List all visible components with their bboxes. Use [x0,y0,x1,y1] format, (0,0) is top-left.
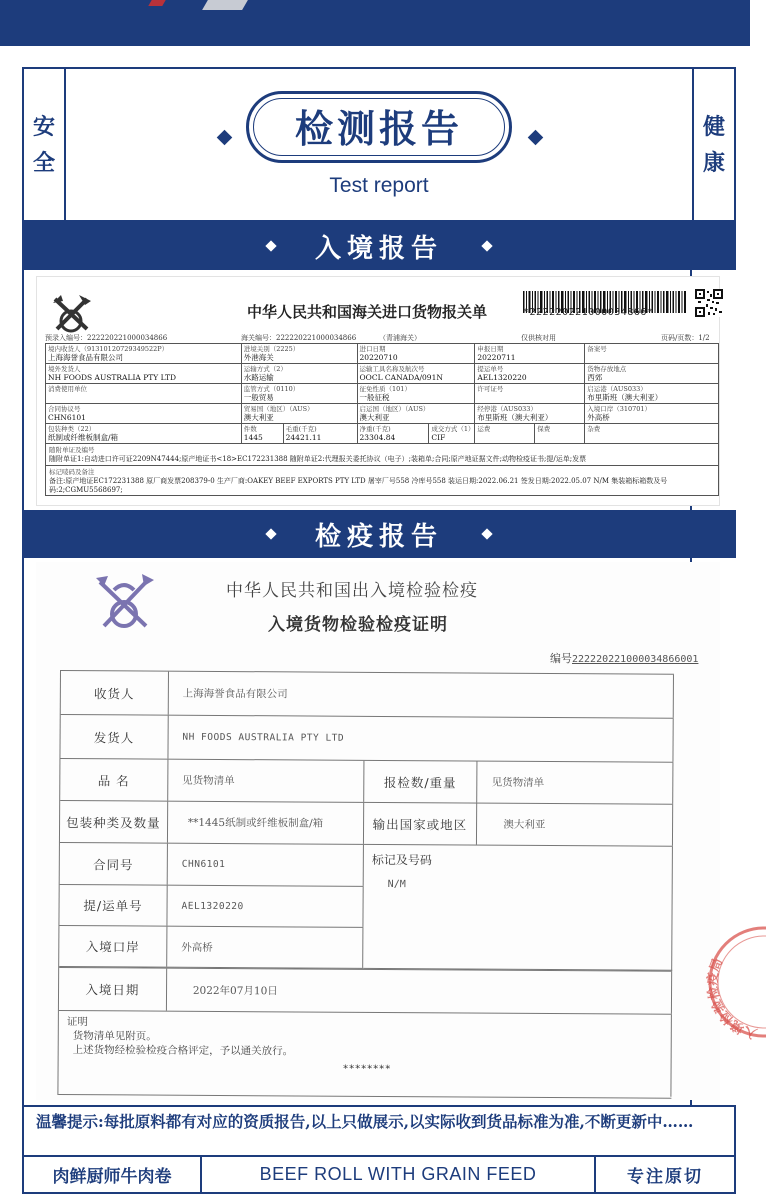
table-cell: 备案号 [585,344,719,363]
table-cell: 运费 [475,424,535,443]
customs-emblem-icon [49,291,95,337]
packaging-label: 包装种类及数量 [60,801,168,843]
table-cell: 毛重(千克) 24421.11 [284,424,358,443]
marks-cell [363,845,673,971]
table-cell: 净重(千克) 23304.84 [358,424,430,443]
entry-port-label: 入境口岸 [59,926,167,967]
packaging-value: **1445纸制或纤维板制盒/箱 [168,802,364,844]
svg-text:入境检验检疫局 [705,956,759,1041]
notice-text: 温馨提示:每批原料都有对应的资质报告,以上只做展示,以实际收到货品标准为准,不断更新中…… [36,1112,694,1131]
table-row [60,843,364,887]
table-row [46,444,719,466]
table-cell: 入境口岸（310701） 外高桥 [585,404,719,423]
table-cell: 进口日期 20220710 [358,344,476,363]
ciq-emblem-icon [92,572,156,634]
consignor-value: NH FOODS AUSTRALIA PTY LTD [168,716,673,762]
section-title-quarantine: 检疫报告 [314,521,443,552]
table-cell: 合同协议号 CHN6101 [46,404,242,423]
remarks [46,466,719,495]
banner-accent-wedge [202,0,248,10]
table-cell: 许可证号 [475,384,585,403]
diamond-icon [265,240,276,251]
table-row [59,967,672,1015]
section-title-entry: 入境报告 [314,233,443,264]
attached-documents [46,444,719,465]
notice-box [22,1105,736,1157]
customs-number: 海关编号：222220221000034866 [241,334,357,342]
table-row [46,404,719,424]
certificate-table [57,670,674,1099]
product-value: 见货物清单 [168,760,364,802]
table-cell: 件数 1445 [242,424,284,443]
table-row [46,364,719,384]
table-cell: 申报日期 20220711 [475,344,585,363]
table-cell: 保费 [535,424,585,443]
product-label: 品 名 [60,759,168,801]
table-cell: 启运港（AUS033） 布里斯班（澳大利亚） [585,384,719,403]
entry-date-value: 2022年07月10日 [167,969,672,1014]
declaration-table [45,343,719,496]
bill-value: AEL1320220 [167,886,363,927]
table-row [46,344,719,364]
serial-label: 编号 [550,652,572,665]
section-bar-entry [22,222,736,270]
contract-label: 合同号 [60,843,168,885]
table-cell: 境外发货人 NH FOODS AUSTRALIA PTY LTD [46,364,242,383]
top-banner [0,0,750,46]
attached-documents-text: 随附单证1:自动进口许可证2209N47444;原产地证书<18>EC172231388 随附单证2:代理报关委托协议（电子）;装箱单;合同;原产地证据文件;动物检疫证书;提/运单;发票 [49,455,587,463]
consignor-label: 发货人 [60,715,168,759]
customs-port: （青浦海关） [379,334,421,342]
page-title: 检测报告 [294,106,463,151]
table-row [59,885,363,928]
declaration-meta [45,333,717,343]
table-cell: 杂费 [585,424,719,443]
certification-box [58,1011,671,1097]
table-row [46,466,719,496]
diamond-icon [265,528,276,539]
copy-note: 仅供核对用 [521,334,556,342]
diamond-icon [528,130,544,146]
footer-product-english: BEEF ROLL WITH GRAIN FEED [259,1164,537,1184]
table-cell: 包装种类（22） 纸制或纤维板制盒/箱 [46,424,242,443]
remarks-label: 标记唛码及备注 [49,468,95,476]
table-row [59,843,673,971]
serial-value: 222220221000034866001 [572,654,699,665]
table-cell: 进境关别（2225） 外港海关 [242,344,358,363]
origin-value: 澳大利亚 [477,804,673,846]
qr-code-icon [695,289,723,317]
entry-date-label: 入境日期 [59,968,167,1011]
table-cell: 运输工具名称及航次号 OOCL CANADA/091N [358,364,476,383]
diamond-icon [481,240,492,251]
right-vertical-label [692,67,736,222]
left-vertical-char: 全 [32,149,55,176]
left-vertical-label [22,67,66,222]
certification-line2: 上述货物经检验检疫合格评定，予以通关放行。 [72,1044,294,1058]
certificate-title-line1: 中华人民共和国出入境检验检疫 [226,581,478,601]
table-cell: 征免性质（101） 一般征税 [358,384,476,403]
origin-label: 输出国家或地区 [363,803,477,845]
page-count: 页码/页数：1/2 [661,334,710,342]
table-row [58,1011,672,1099]
report-header [66,67,692,222]
certificate-serial [550,650,698,666]
table-cell: 启运国（地区）（AUS） 澳大利亚 [358,404,476,423]
declared-qty-label: 报检数/重量 [364,761,478,803]
footer-product-name: 肉鲜厨师牛肉卷 [24,1157,202,1192]
footer-slogan: 专注原切 [594,1157,734,1192]
certification-label: 证明 [66,1016,88,1029]
marks-label: 标记及号码 [371,852,432,868]
attached-documents-label: 随附单证及编号 [49,446,95,454]
right-vertical-char: 康 [702,149,725,176]
entry-port-value: 外高桥 [167,927,363,968]
diamond-icon [217,130,233,146]
customs-declaration-image [36,276,720,506]
remarks-text: 备注:原产地证EC172231388 原厂商发票208379-0 生产厂商:OAKEY BEEF EXPORTS PTY LTD 屠宰厂号558 冷库号558 装运日期:2022.06.21 签发日期:2022.05.07 N/M 集装箱标箱数及号码:2;CGMU5568697; [49,477,668,494]
table-row [61,671,674,719]
bill-label: 提/运单号 [59,885,167,926]
table-cell: 运输方式（2） 水路运输 [242,364,358,383]
table-row [60,801,673,847]
table-row [60,759,673,805]
diamond-icon [481,528,492,539]
page-subtitle: Test report [329,174,429,197]
consignee-label: 收货人 [61,671,169,715]
declaration-title: 中华人民共和国海关进口货物报关单 [247,303,488,321]
marks-value: N/M [387,879,406,891]
certificate-title-line2: 入境货物检验检疫证明 [268,615,448,635]
left-nested-column [59,843,364,969]
table-row [46,424,719,444]
title-badge [246,91,512,163]
table-cell: 境内收货人（91310120729349522P） 上海海誉食品有限公司 [46,344,242,363]
table-cell: 监管方式（0110） 一般贸易 [242,384,358,403]
declared-qty-value: 见货物清单 [478,762,674,804]
left-vertical-char: 安 [32,113,55,140]
seal-text: 入境检验检疫局 [705,956,760,1041]
table-cell: 提运单号 AEL1320220 [475,364,585,383]
table-cell: 成交方式（1） CIF [431,425,475,442]
pre-entry-number: 预录入编号：222220221000034866 [45,334,168,342]
certification-line1: 货物清单见附页。 [72,1030,157,1043]
footer-bar [22,1157,736,1194]
consignee-value: 上海海誉食品有限公司 [169,672,674,718]
table-cell: 贸易国（地区）（AUS） 澳大利亚 [242,404,358,423]
contract-value: CHN6101 [168,844,364,886]
section-bar-quarantine [22,510,736,558]
quarantine-certificate-image [36,562,760,1100]
official-seal-icon [676,918,766,1048]
barcode-number: *222220221000034866* [523,307,654,318]
table-row [60,715,673,763]
table-row [59,926,363,969]
table-cell: 货物存放地点 西郊 [585,364,719,383]
certification-stars: ******** [342,1063,391,1076]
right-vertical-char: 健 [702,113,725,140]
banner-accent-red [148,0,165,6]
table-cell: 消费使用单位 [46,384,242,403]
table-row [46,384,719,404]
table-cell: 经停港（AUS033） 布里斯班（澳大利亚） [475,404,585,423]
